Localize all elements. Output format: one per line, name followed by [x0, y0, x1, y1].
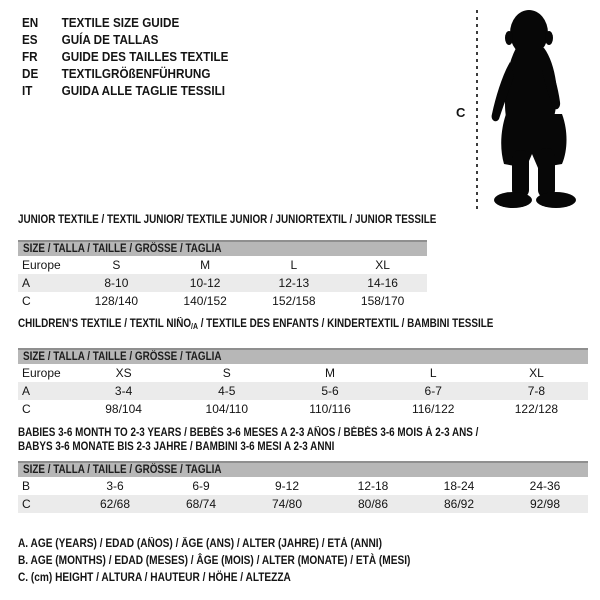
row-value: 8-10	[104, 276, 129, 290]
size-header-label: SIZE / TALLA / TAILLE / GRÖSSE / TAGLIA	[23, 243, 222, 255]
row-value: 3-6	[106, 479, 124, 493]
row-value: 104/110	[205, 402, 249, 416]
table-title-part: BABIES 3-6 MONTH TO 2-3 YEARS / BEBÉS 3-6 MESES A 2-3 AÑOS / BÉBÉS 3-6 MOIS À 2-3 ANS /	[18, 427, 479, 439]
row-value: 98/104	[105, 402, 142, 416]
row-value: 14-16	[367, 276, 398, 290]
row-value: M	[325, 366, 335, 380]
size-table-junior	[18, 213, 437, 310]
table-row	[18, 292, 427, 310]
table-row	[18, 364, 588, 382]
row-value: 6-7	[424, 384, 442, 398]
language-title: TEXTILGRÖßENFÜHRUNG	[61, 66, 211, 81]
table-title	[18, 317, 508, 334]
size-header-bar	[18, 240, 427, 256]
language-code: DE	[22, 66, 39, 81]
row-value: 122/128	[514, 402, 559, 416]
size-table-babies	[18, 426, 588, 513]
row-value: 110/116	[309, 402, 351, 416]
row-value: 80/86	[357, 497, 389, 511]
table-row	[18, 256, 427, 274]
table-row	[18, 382, 588, 400]
table-row	[18, 400, 588, 418]
language-title: GUIDE DES TAILLES TEXTILE	[61, 49, 229, 64]
table-rows	[18, 364, 588, 418]
row-value: 10-12	[189, 276, 221, 290]
language-code: EN	[22, 15, 39, 30]
table-title-part: BABYS 3-6 MONATE BIS 2-3 JAHRE / BAMBINI 3-6 MESI A 2-3 ANNI	[18, 441, 335, 453]
row-value: 7-8	[527, 384, 546, 398]
row-value: 3-4	[114, 384, 133, 398]
footnote: B. AGE (MONTHS) / EDAD (MESES) / ÂGE (MOIS) / ALTER (MONATE) / ETÀ (MESI)	[18, 555, 411, 567]
row-label: C	[22, 294, 31, 308]
row-label: A	[22, 276, 31, 290]
table-row	[18, 274, 427, 292]
table-row	[18, 477, 588, 495]
language-list	[22, 14, 228, 99]
size-header-label: SIZE / TALLA / TAILLE / GRÖSSE / TAGLIA	[23, 464, 222, 476]
language-code: IT	[22, 83, 33, 98]
row-value: 12-13	[278, 276, 310, 290]
row-label: C	[22, 402, 31, 416]
footnotes	[18, 536, 410, 587]
size-header-label: SIZE / TALLA / TAILLE / GRÖSSE / TAGLIA	[23, 351, 222, 363]
row-value: 18-24	[443, 479, 475, 493]
row-value: 158/170	[360, 294, 405, 308]
language-title: GUÍA DE TALLAS	[61, 32, 159, 47]
row-value: 128/140	[94, 294, 139, 308]
row-value: XS	[115, 366, 132, 380]
table-title-part: / TEXTILE DES ENFANTS / KINDERTEXTIL / BAMBINI TESSILE	[197, 318, 494, 330]
row-value: XL	[529, 366, 544, 380]
row-label: Europe	[22, 258, 61, 272]
row-value: 9-12	[274, 479, 300, 493]
row-value: 152/158	[272, 294, 316, 308]
row-value: 92/98	[529, 497, 561, 511]
height-figure	[452, 4, 600, 216]
row-value: M	[200, 258, 211, 272]
table-title-part: /A	[191, 322, 198, 331]
row-value: 74/80	[271, 497, 303, 511]
row-label: C	[22, 497, 31, 511]
language-code: ES	[22, 32, 38, 47]
table-title	[18, 213, 437, 227]
row-value: 68/74	[185, 497, 217, 511]
row-label: A	[22, 384, 31, 398]
row-value: XL	[375, 258, 390, 272]
row-value: 4-5	[218, 384, 236, 398]
table-title-part: JUNIOR TEXTILE / TEXTIL JUNIOR/ TEXTILE JUNIOR / JUNIORTEXTIL / JUNIOR TESSILE	[18, 214, 437, 226]
language-row	[22, 14, 228, 31]
row-value: 24-36	[529, 479, 561, 493]
language-row	[22, 31, 228, 48]
height-marker-label: C	[456, 105, 466, 120]
language-title: GUIDA ALLE TAGLIE TESSILI	[61, 83, 225, 98]
row-value: 116/122	[411, 402, 455, 416]
table-row	[18, 495, 588, 513]
row-value: 140/152	[183, 294, 227, 308]
row-value: 12-18	[357, 479, 389, 493]
row-value: 62/68	[99, 497, 131, 511]
language-row	[22, 82, 228, 99]
row-value: S	[222, 366, 231, 380]
row-value: S	[112, 258, 121, 272]
row-label: Europe	[22, 366, 61, 380]
table-rows	[18, 256, 427, 310]
row-value: L	[290, 258, 298, 272]
row-value: 86/92	[443, 497, 475, 511]
footnote: A. AGE (YEARS) / EDAD (AÑOS) / ÂGE (ANS) / ALTER (JAHRE) / ETÀ (ANNI)	[18, 538, 382, 550]
row-value: 5-6	[321, 384, 339, 398]
table-title-part: CHILDREN'S TEXTILE / TEXTIL NIÑO	[18, 318, 192, 330]
row-label: B	[22, 479, 31, 493]
size-table-children	[18, 317, 588, 418]
language-row	[22, 65, 228, 82]
language-code: FR	[22, 49, 38, 64]
size-header-bar	[18, 461, 588, 477]
language-title: TEXTILE SIZE GUIDE	[61, 15, 180, 30]
row-value: 6-9	[192, 479, 210, 493]
height-dashed-line	[476, 10, 478, 210]
baby-silhouette-icon	[486, 4, 598, 212]
row-value: L	[429, 366, 437, 380]
footnote: C. (cm) HEIGHT / ALTURA / HAUTEUR / HÖHE / ALTEZZA	[18, 572, 291, 584]
size-header-bar	[18, 348, 588, 364]
table-rows	[18, 477, 588, 513]
language-row	[22, 48, 228, 65]
table-title	[18, 426, 508, 454]
